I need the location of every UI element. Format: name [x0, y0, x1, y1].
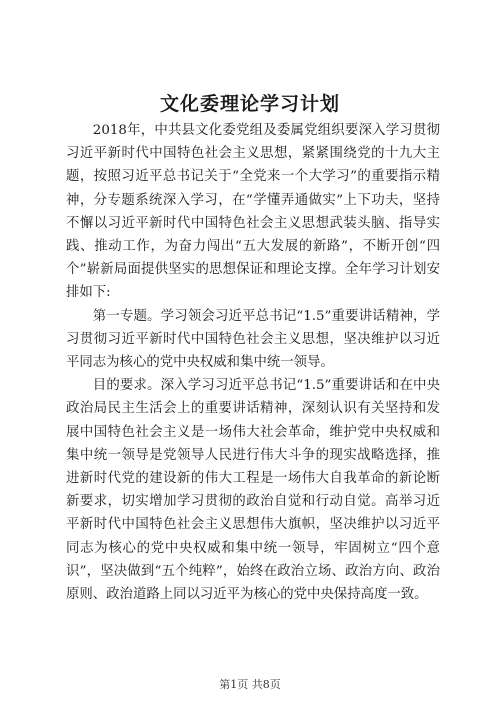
paragraph-intro: 2018年，中共县文化委党组及委属党组织要深入学习贯彻习近平新时代中国特色社会主义思想，紧紧围绕党的十九大主题，按照习近平总书记关于“全党来一个大学习”的重要指示精神，分专题系统深入学习，在“学懂弄通做实”上下功夫，坚持不懈以习近平新时代中国特色社会主义思想武装头脑、指导实践、推动工作，为奋力闯出“五大发展的新路”，不断开创“四个”崭新局面提供坚实的思想保证和理论支撑。全年学习计划安排如下:	[66, 123, 440, 301]
paragraph-topic-one: 第一专题。学习领会习近平总书记“1.5”重要讲话精神，学习贯彻习近平新时代中国特色社会主义思想，坚决维护以习近平同志为核心的党中央权威和集中统一领导。	[66, 308, 440, 371]
document-title: 文化委理论学习计划	[159, 93, 340, 115]
paragraph-requirements: 目的要求。深入学习习近平总书记“1.5”重要讲话和在中央政治局民主生活会上的重要讲话精神，深刻认识有关坚持和发展中国特色社会主义是一场伟大社会革命，维护党中央权威和集中统一领导是党领导人民进行伟大斗争的现实战略选择，推进新时代党的建设新的伟大工程是一场伟大自我革命的新论断新要求，切实增加学习贯彻的政治自觉和行动自觉。高举习近平新时代中国特色社会主义思想伟大旗帜，坚决维护以习近平同志为核心的党中央权威和集中统一领导，牢固树立“四个意识”，坚决做到“五个纯粹”，始终在政治立场、政治方向、政治原则、政治道路上同以习近平为核心的党中央保持高度一致。	[66, 378, 440, 603]
document-body	[66, 119, 440, 606]
page-number: 第1页 共8页	[219, 678, 281, 691]
